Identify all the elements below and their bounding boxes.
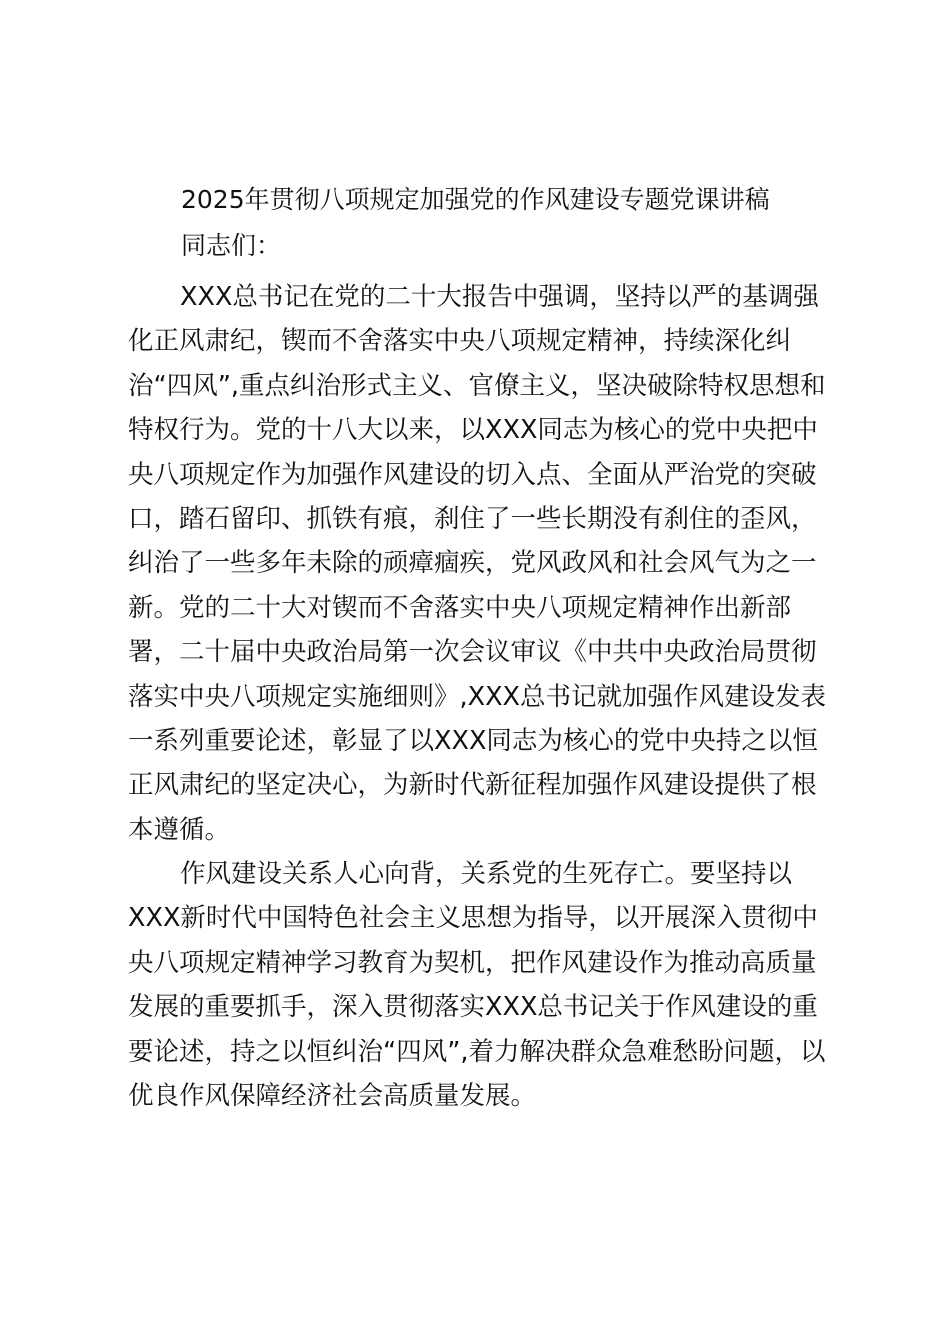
paragraph-1 xyxy=(128,275,848,852)
paragraph-line: 口，踏石留印、抓铁有痕，刹住了一些长期没有刹住的歪风， xyxy=(128,503,817,534)
paragraph-line: XXX总书记在党的二十大报告中强调，坚持以严的基调强 xyxy=(180,282,819,312)
salutation: 同志们： xyxy=(181,231,282,260)
paragraph-line: 央八项规定作为加强作风建设的切入点、全面从严治党的突破 xyxy=(128,459,817,490)
paragraph-line: 特权行为。党的十八大以来，以XXX同志为核心的党中央把中 xyxy=(128,415,818,446)
paragraph-line: 一系列重要论述，彰显了以XXX同志为核心的党中央持之以恒 xyxy=(128,725,818,756)
paragraph-line: 正风肃纪的坚定决心，为新时代新征程加强作风建设提供了根 xyxy=(128,770,817,801)
paragraph-line: 优良作风保障经济社会高质量发展。 xyxy=(128,1080,537,1111)
paragraph-line: 作风建设关系人心向背，关系党的生死存亡。要坚持以 xyxy=(180,859,793,889)
paragraph-line: 央八项规定精神学习教育为契机，把作风建设作为推动高质量 xyxy=(128,947,817,978)
paragraph-line: 署，二十届中央政治局第一次会议审议《中共中央政治局贯彻 xyxy=(128,637,817,668)
paragraph-line: 化正风肃纪，锲而不舍落实中央八项规定精神，持续深化纠 xyxy=(128,326,792,357)
paragraph-line: 纠治了一些多年未除的顽瘴痼疾，党风政风和社会风气为之一 xyxy=(128,548,817,579)
paragraph-line: XXX新时代中国特色社会主义思想为指导，以开展深入贯彻中 xyxy=(128,903,818,934)
paragraph-2 xyxy=(128,852,848,1118)
paragraph-line: 新。党的二十大对锲而不舍落实中央八项规定精神作出新部 xyxy=(128,592,792,623)
paragraph-line: 要论述，持之以恒纠治“四风”,着力解决群众急难愁盼问题，以 xyxy=(128,1036,826,1067)
paragraph-line: 治“四风”,重点纠治形式主义、官僚主义，坚决破除特权思想和 xyxy=(128,370,826,401)
document-title: 2025年贯彻八项规定加强党的作风建设专题党课讲稿 xyxy=(181,185,770,214)
paragraph-line: 落实中央八项规定实施细则》,XXX总书记就加强作风建设发表 xyxy=(128,681,827,712)
paragraph-line: 本遵循。 xyxy=(128,814,231,845)
paragraph-line: 发展的重要抓手，深入贯彻落实XXX总书记关于作风建设的重 xyxy=(128,992,818,1023)
